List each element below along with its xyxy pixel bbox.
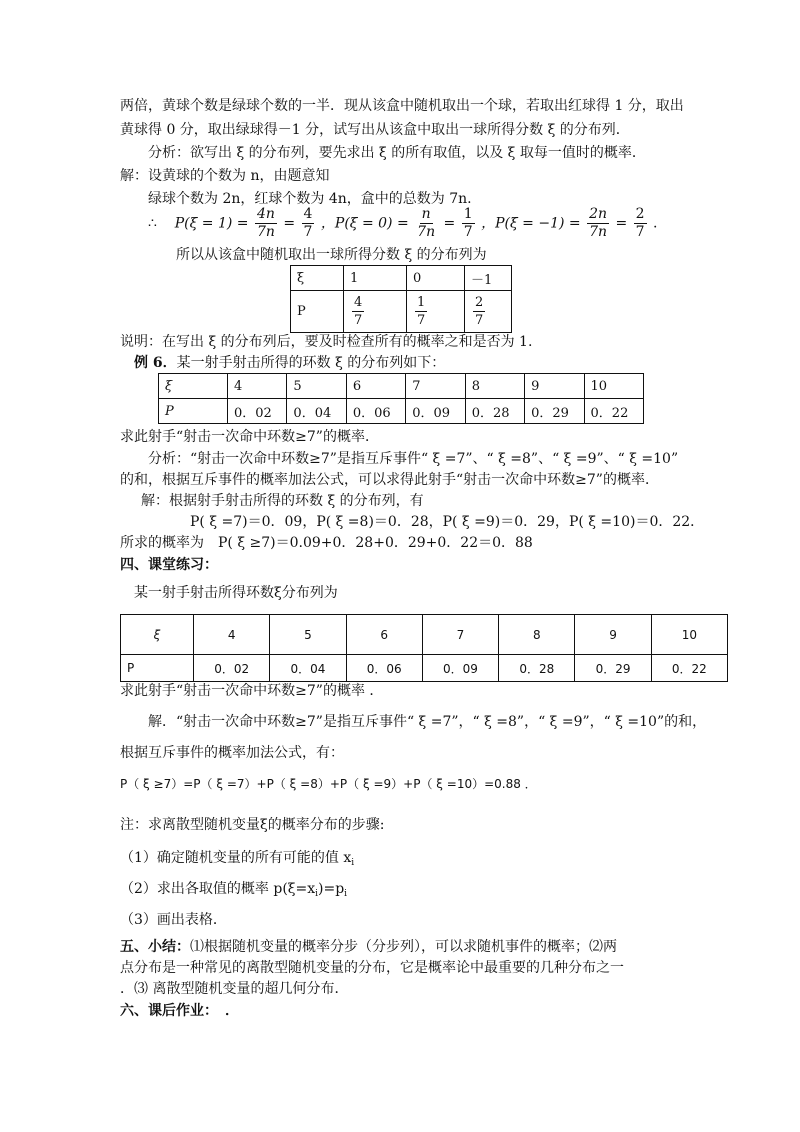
solution-line: 解．“射击一次命中环数≥7”是指互斥事件“ ξ =7”，“ ξ =8”，“ ξ =9”，“ ξ =10”的和，	[148, 714, 707, 730]
analysis-line: 分析：“射击一次命中环数≥7”是指互斥事件“ ξ =7”、“ ξ =8”、“ ξ =9”、“ ξ =10”	[148, 451, 679, 467]
text-line: 绿球个数为 2n，红球个数为 4n，盒中的总数为 7n.	[148, 191, 472, 207]
table-cell: 6	[346, 374, 405, 399]
table-cell: 4	[228, 374, 287, 399]
table-cell: P	[291, 291, 344, 333]
step-item: （1）确定随机变量的所有可能的值 $x_i$	[120, 850, 355, 868]
table-cell: 1	[344, 266, 407, 291]
table-cell: 10	[651, 615, 727, 655]
table-cell: 0．22	[584, 399, 643, 424]
summary-line: ．⑶ 离散型随机变量的超几何分布．	[120, 981, 349, 997]
table-cell: 8	[499, 615, 575, 655]
section-heading: 六、课后作业： ．	[120, 1003, 239, 1019]
summary-line: 五、小结：⑴根据随机变量的概率分步（分步列），可以求随机事件的概率；⑵两	[120, 939, 617, 955]
fraction: $\frac{1}{7}$	[463, 206, 473, 240]
table-cell: 0．02	[194, 655, 270, 682]
table-cell: ξ	[291, 266, 344, 291]
table-cell: 0	[407, 266, 465, 291]
table-cell: 9	[575, 615, 651, 655]
answer-line: 所求的概率为 P( ξ ≥7)＝0.09+0．28+0．29+0．22＝0．88	[120, 535, 533, 551]
probability-formula: ∴ P(ξ = 1) = $\frac{4n}{7n}$ = $\frac{4}{7}$ ，P(ξ = 0) = $\frac{n}{7n}$ = $\frac{1}{7}$ ，P(ξ = −1) = $\frac{2n}{7n}$ = $\frac{2}{7}$ .	[148, 206, 658, 240]
text-line: 的和，根据互斥事件的概率加法公式，可以求得此射手“射击一次命中环数≥7”的概率．	[120, 472, 659, 488]
table-cell: 7	[422, 615, 498, 655]
fraction: $\frac{2}{7}$	[635, 206, 645, 240]
table-cell: 0．29	[575, 655, 651, 682]
table-cell: 0．06	[346, 399, 405, 424]
therefore-symbol: ∴	[148, 215, 157, 232]
table-cell: 0．29	[525, 399, 584, 424]
table-cell: 5	[287, 374, 346, 399]
table-cell: 0．09	[422, 655, 498, 682]
step-item: （3）画出表格．	[120, 912, 227, 928]
table-cell: 0．06	[346, 655, 422, 682]
example-heading: 例 6．某一射手射击所得的环数 ξ 的分布列如下：	[134, 355, 446, 371]
text-line: 根据互斥事件的概率加法公式，有：	[120, 745, 344, 761]
table-cell: 4	[194, 615, 270, 655]
table-cell: $\frac{1}{7}$	[407, 291, 465, 333]
step-item: （2）求出各取值的概率 $p(\xi=x_i)=p_i$	[120, 881, 348, 899]
table-cell: 0．09	[406, 399, 465, 424]
table-cell: －1	[465, 266, 512, 291]
analysis-line: 分析：欲写出 ξ 的分布列，要先求出 ξ 的所有取值，以及 ξ 取每一值时的概率．	[148, 145, 646, 161]
fraction: $\frac{4}{7}$	[303, 206, 313, 240]
fraction: $\frac{n}{7n}$	[417, 206, 436, 240]
table-cell: 0．22	[651, 655, 727, 682]
text-line: 所以从该盒中随机取出一球所得分数 ξ 的分布列为	[176, 247, 487, 263]
summary-line: 点分布是一种常见的离散型随机变量的分布，它是概率论中最重要的几种分布之一	[120, 960, 624, 976]
table-cell: 0．04	[287, 399, 346, 424]
table-cell: 8	[465, 374, 524, 399]
table-cell: 0．02	[228, 399, 287, 424]
table-cell: 0．28	[465, 399, 524, 424]
table-cell: ξ	[159, 374, 228, 399]
note-line: 说明：在写出 ξ 的分布列后，要及时检查所有的概率之和是否为 1.	[120, 334, 533, 350]
table-cell: P	[121, 655, 194, 682]
table-cell: 6	[346, 615, 422, 655]
text-line: 某一射手射击所得环数ξ分布列为	[134, 585, 338, 601]
solution-line: 解：设黄球的个数为 n，由题意知	[120, 168, 330, 184]
section-heading: 五、小结：	[120, 939, 190, 955]
probability-values: P( ξ =7)＝0．09，P( ξ =8)＝0．28，P( ξ =9)＝0．29，P( ξ =10)＝0．22．	[190, 514, 705, 530]
text-line: 两倍，黄球个数是绿球个数的一半．现从该盒中随机取出一个球，若取出红球得 1 分，取出	[120, 98, 684, 114]
question-line: 求此射手“射击一次命中环数≥7”的概率 ．	[120, 683, 384, 699]
distribution-table-1	[290, 265, 512, 333]
distribution-table-3	[120, 614, 728, 682]
fraction: $\frac{4n}{7n}$	[256, 206, 275, 240]
text-line: 黄球得 0 分，取出绿球得－1 分，试写出从该盒中取出一球所得分数 ξ 的分布列．	[120, 122, 630, 138]
table-cell: P	[159, 399, 228, 424]
table-cell: $\frac{4}{7}$	[344, 291, 407, 333]
note-line: 注：求离散型随机变量ξ的概率分布的步骤:	[120, 817, 385, 833]
table-cell: $\frac{2}{7}$	[465, 291, 512, 333]
question-line: 求此射手“射击一次命中环数≥7”的概率．	[120, 429, 379, 445]
distribution-table-2	[158, 373, 644, 424]
table-cell: 0．28	[499, 655, 575, 682]
table-cell: 9	[525, 374, 584, 399]
solution-line: 解：根据射手射击所得的环数 ξ 的分布列，有	[141, 493, 424, 509]
table-cell: 10	[584, 374, 643, 399]
formula-line: P（ ξ ≥7）=P（ ξ =7）+P（ ξ =8）+P（ ξ =9）+P（ ξ =10）=0.88 ．	[120, 777, 537, 791]
example-label: 例 6．	[134, 355, 177, 371]
section-heading: 四、课堂练习：	[120, 557, 218, 573]
table-cell: 5	[270, 615, 346, 655]
fraction: $\frac{2n}{7n}$	[589, 206, 608, 240]
table-cell: 7	[406, 374, 465, 399]
table-cell: ξ	[121, 615, 194, 655]
table-cell: 0．04	[270, 655, 346, 682]
